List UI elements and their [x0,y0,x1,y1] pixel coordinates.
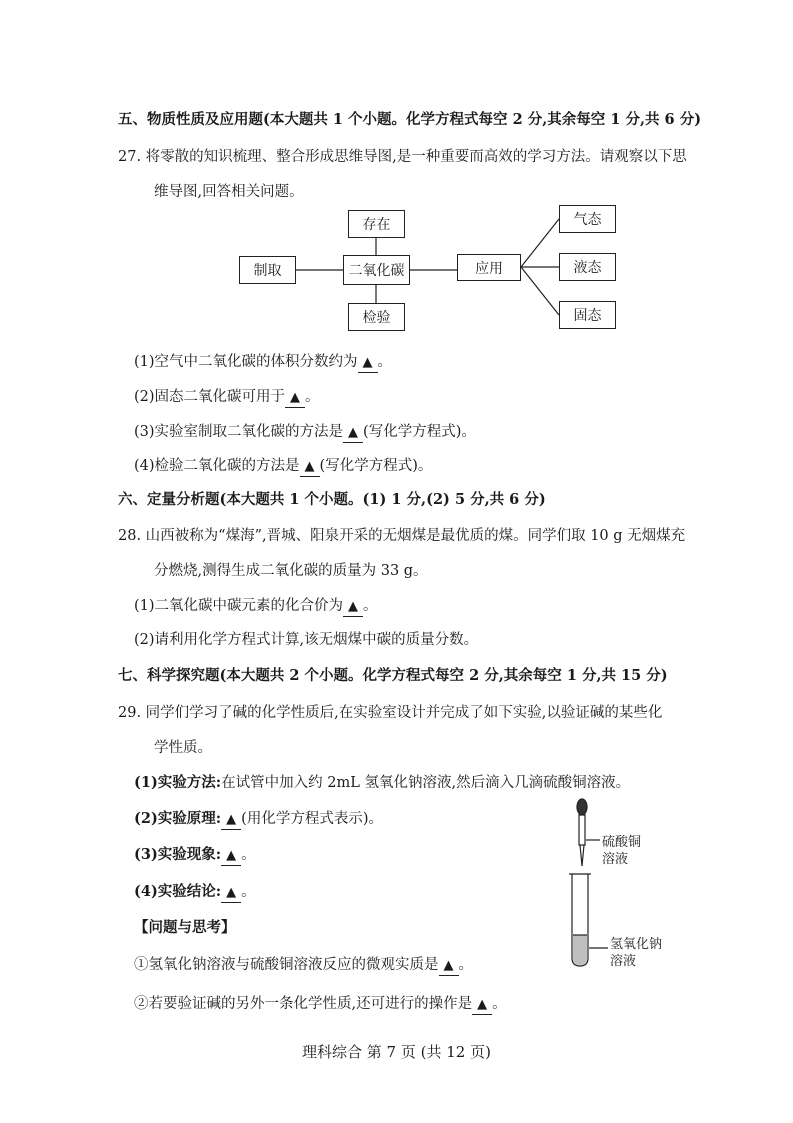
q28-stem-line2: 分燃烧,测得生成二氧化碳的质量为 33 g。 [154,563,428,579]
q29-principle: (2)实验原理: ▲ (用化学方程式表示)。 [134,809,383,830]
mindmap-node-bottom: 检验 [348,303,405,331]
q27-stem-line2: 维导图,回答相关问题。 [154,184,304,200]
page-footer: 理科综合 第 7 页 (共 12 页) [302,1043,491,1061]
q28-item-2: (2)请利用化学方程式计算,该无烟煤中碳的质量分数。 [134,632,479,648]
answer-blank[interactable]: ▲ [300,458,320,477]
q29-think-heading: 【问题与思考】 [134,919,236,936]
answer-blank[interactable]: ▲ [285,389,305,408]
q29-stem-line2: 学性质。 [154,740,212,756]
mindmap-branch-liquid: 液态 [559,253,616,281]
answer-blank[interactable]: ▲ [439,957,459,976]
mindmap-node-top: 存在 [348,210,405,238]
q27-item-4: (4)检验二氧化碳的方法是 ▲ (写化学方程式)。 [134,456,432,477]
mindmap-node-right: 应用 [457,254,521,281]
dropper-label: 硫酸铜 溶液 [602,835,642,867]
answer-blank[interactable]: ▲ [343,424,363,443]
section7-heading: 七、科学探究题(本大题共 2 个小题。化学方程式每空 2 分,其余每空 1 分,共 15 分) [118,667,668,684]
mindmap-branch-gas: 气态 [559,205,616,233]
mindmap-node-left: 制取 [239,256,296,284]
answer-blank[interactable]: ▲ [221,811,241,830]
mindmap-branch-solid: 固态 [559,301,616,329]
section6-heading: 六、定量分析题(本大题共 1 个小题。(1) 1 分,(2) 5 分,共 6 分) [118,491,546,508]
q28-stem-line1: 28. 山西被称为“煤海”,晋城、阳泉开采的无烟煤是最优质的煤。同学们取 10 g 无烟煤充 [118,528,686,544]
q29-stem-line1: 29. 同学们学习了碱的化学性质后,在实验室设计并完成了如下实验,以验证碱的某些化 [118,705,663,721]
section5-heading: 五、物质性质及应用题(本大题共 1 个小题。化学方程式每空 2 分,其余每空 1 分,共 6 分) [118,111,702,128]
answer-blank[interactable]: ▲ [221,847,241,866]
answer-blank[interactable]: ▲ [472,996,492,1015]
q29-conclusion: (4)实验结论: ▲ 。 [134,882,256,903]
q29-method: (1)实验方法:在试管中加入约 2mL 氢氧化钠溶液,然后滴入几滴硫酸铜溶液。 [134,774,631,791]
answer-blank[interactable]: ▲ [358,354,378,373]
tube-label: 氢氧化钠 溶液 [610,937,663,969]
q29-phenomenon: (3)实验现象: ▲ 。 [134,845,256,866]
q27-item-1: (1)空气中二氧化碳的体积分数约为 ▲ 。 [134,352,392,373]
q27-item-2: (2)固态二氧化碳可用于 ▲ 。 [134,387,320,408]
q28-item-1: (1)二氧化碳中碳元素的化合价为 ▲ 。 [134,596,378,617]
answer-blank[interactable]: ▲ [221,884,241,903]
q29-think-1: ①氢氧化钠溶液与硫酸铜溶液反应的微观实质是 ▲ 。 [134,955,473,976]
mindmap-node-center: 二氧化碳 [343,255,410,285]
q27-item-3: (3)实验室制取二氧化碳的方法是 ▲ (写化学方程式)。 [134,422,476,443]
answer-blank[interactable]: ▲ [343,598,363,617]
q29-think-2: ②若要验证碱的另外一条化学性质,还可进行的操作是 ▲ 。 [134,994,507,1015]
q27-stem-line1: 27. 将零散的知识梳理、整合形成思维导图,是一种重要而高效的学习方法。请观察以下思 [118,149,687,165]
